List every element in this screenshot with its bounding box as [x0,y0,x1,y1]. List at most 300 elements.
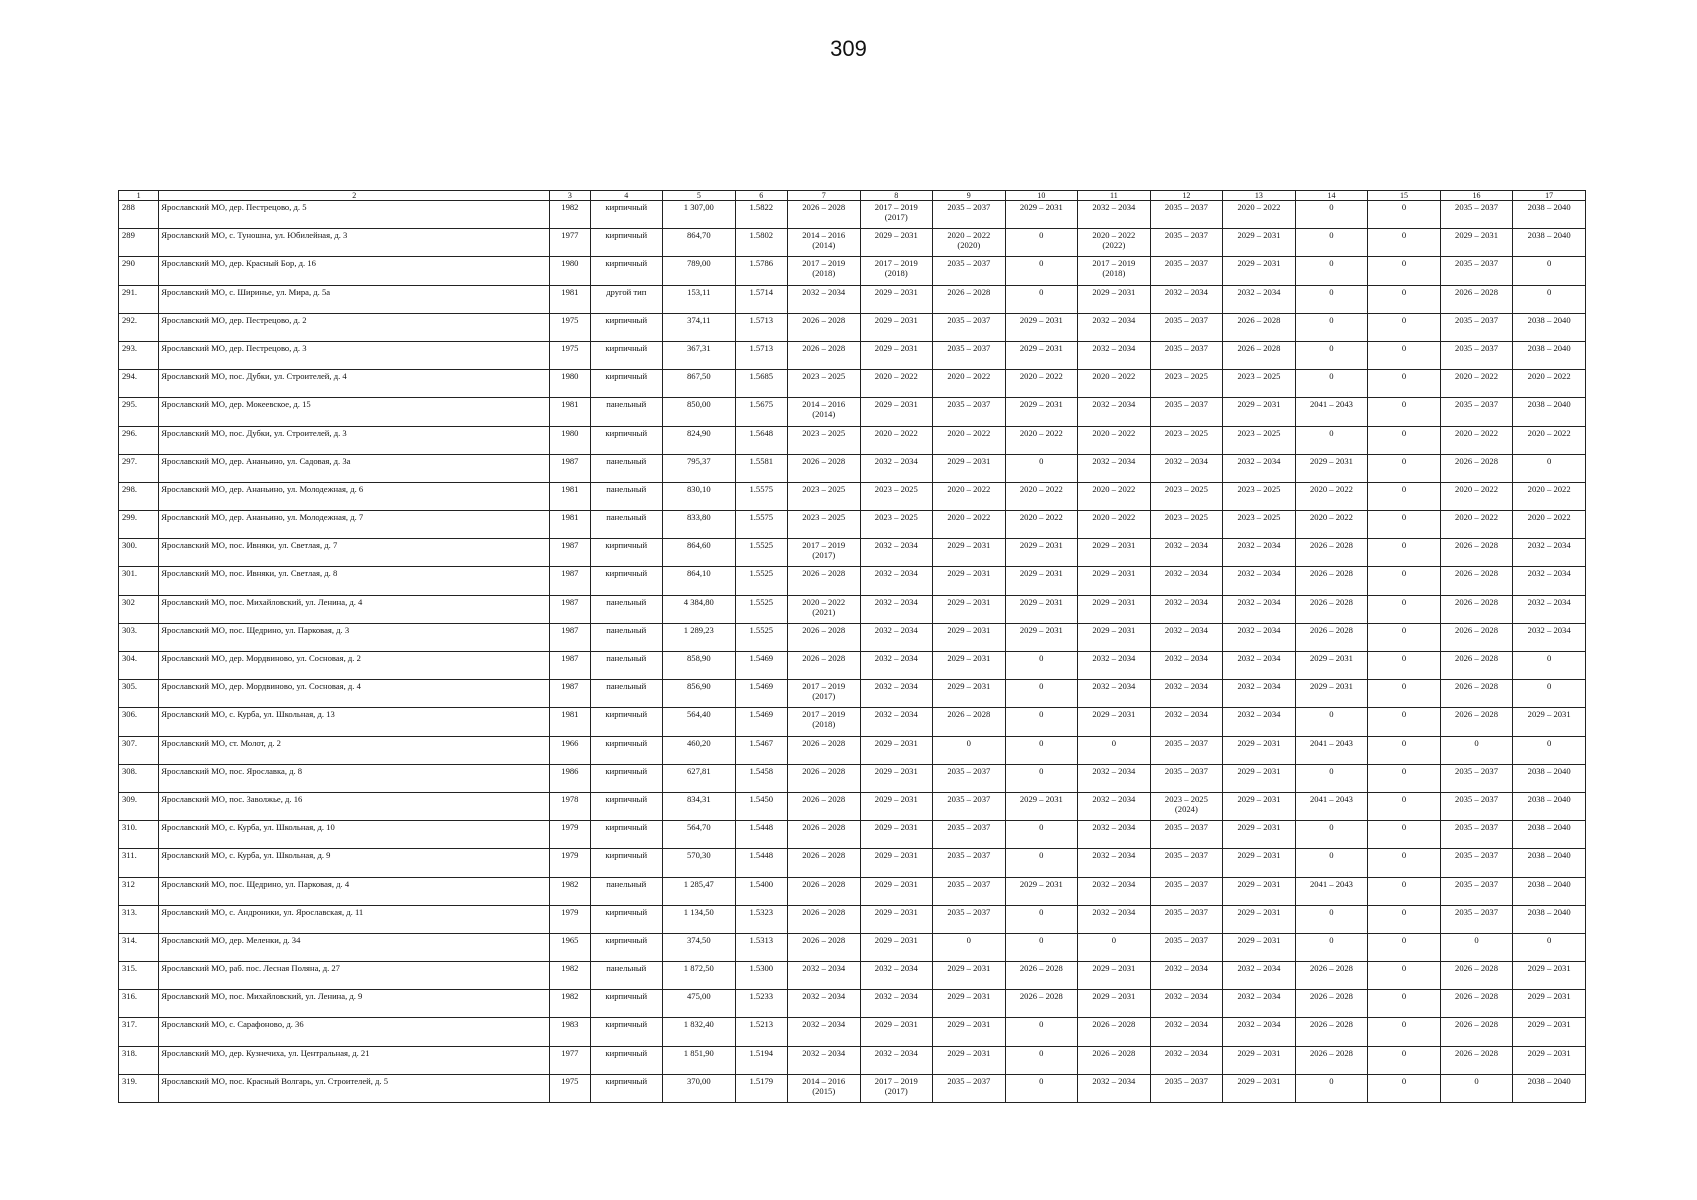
cell-period-8: 2029 – 2031 [860,905,933,933]
cell-priority-index: 1.5648 [735,426,787,454]
cell-period-11: 2029 – 2031 [1078,539,1151,567]
cell-period-9: 2029 – 2031 [933,962,1006,990]
cell-period-7: 2026 – 2028 [787,652,860,680]
cell-period-17: 0 [1513,933,1586,961]
cell-period-12: 2032 – 2034 [1150,454,1223,482]
cell-period-10: 2029 – 2031 [1005,877,1078,905]
column-header-9: 9 [933,191,1006,201]
cell-period-9: 2029 – 2031 [933,1018,1006,1046]
cell-period-9: 2035 – 2037 [933,877,1006,905]
cell-period-15: 0 [1368,539,1441,567]
cell-year-built: 1981 [550,398,590,426]
cell-period-7: 2014 – 2016 (2014) [787,229,860,257]
cell-year-built: 1982 [550,201,590,229]
cell-area: 564,40 [663,708,736,736]
cell-period-10: 2026 – 2028 [1005,962,1078,990]
cell-period-14: 2041 – 2043 [1295,736,1368,764]
cell-year-built: 1981 [550,285,590,313]
cell-area: 789,00 [663,257,736,285]
cell-year-built: 1982 [550,990,590,1018]
cell-period-10: 0 [1005,1074,1078,1102]
cell-row-number: 314. [119,933,159,961]
cell-period-16: 2035 – 2037 [1440,201,1513,229]
cell-period-17: 2038 – 2040 [1513,905,1586,933]
cell-period-14: 0 [1295,201,1368,229]
table-row [119,229,1586,257]
cell-priority-index: 1.5802 [735,229,787,257]
cell-area: 1 134,50 [663,905,736,933]
cell-row-number: 315. [119,962,159,990]
cell-area: 867,50 [663,370,736,398]
cell-period-16: 2026 – 2028 [1440,567,1513,595]
cell-period-8: 2032 – 2034 [860,454,933,482]
cell-year-built: 1983 [550,1018,590,1046]
cell-period-12: 2035 – 2037 [1150,877,1223,905]
cell-period-10: 2029 – 2031 [1005,398,1078,426]
cell-year-built: 1981 [550,482,590,510]
cell-wall-material: кирпичный [590,764,663,792]
cell-period-8: 2023 – 2025 [860,511,933,539]
cell-row-number: 292. [119,313,159,341]
cell-wall-material: кирпичный [590,736,663,764]
cell-period-13: 2029 – 2031 [1223,821,1296,849]
cell-period-10: 2029 – 2031 [1005,341,1078,369]
cell-period-8: 2032 – 2034 [860,708,933,736]
column-header-4: 4 [590,191,663,201]
cell-period-9: 0 [933,933,1006,961]
column-header-12: 12 [1150,191,1223,201]
cell-period-7: 2017 – 2019 (2018) [787,708,860,736]
cell-wall-material: кирпичный [590,1074,663,1102]
cell-period-9: 2029 – 2031 [933,454,1006,482]
cell-period-15: 0 [1368,764,1441,792]
cell-period-15: 0 [1368,313,1441,341]
cell-period-13: 2032 – 2034 [1223,539,1296,567]
cell-period-12: 2035 – 2037 [1150,341,1223,369]
cell-period-13: 2029 – 2031 [1223,398,1296,426]
cell-period-14: 2026 – 2028 [1295,567,1368,595]
cell-period-7: 2026 – 2028 [787,764,860,792]
header-row [119,191,1586,201]
cell-wall-material: панельный [590,962,663,990]
column-header-7: 7 [787,191,860,201]
cell-period-7: 2026 – 2028 [787,454,860,482]
cell-period-11: 2026 – 2028 [1078,1018,1151,1046]
cell-period-7: 2032 – 2034 [787,990,860,1018]
cell-period-7: 2023 – 2025 [787,511,860,539]
cell-period-12: 2032 – 2034 [1150,652,1223,680]
cell-period-7: 2032 – 2034 [787,962,860,990]
cell-wall-material: кирпичный [590,792,663,820]
cell-priority-index: 1.5448 [735,821,787,849]
cell-period-9: 2029 – 2031 [933,680,1006,708]
cell-period-17: 2038 – 2040 [1513,398,1586,426]
cell-area: 627,81 [663,764,736,792]
cell-period-15: 0 [1368,877,1441,905]
cell-period-15: 0 [1368,201,1441,229]
table-row [119,1018,1586,1046]
cell-area: 1 289,23 [663,623,736,651]
cell-area: 864,60 [663,539,736,567]
cell-period-13: 2029 – 2031 [1223,905,1296,933]
column-header-5: 5 [663,191,736,201]
cell-period-14: 2026 – 2028 [1295,1046,1368,1074]
cell-period-16: 2026 – 2028 [1440,623,1513,651]
cell-period-12: 2023 – 2025 [1150,482,1223,510]
cell-period-10: 0 [1005,257,1078,285]
cell-period-11: 2032 – 2034 [1078,905,1151,933]
cell-period-17: 2032 – 2034 [1513,539,1586,567]
cell-year-built: 1987 [550,623,590,651]
cell-row-number: 310. [119,821,159,849]
cell-period-11: 0 [1078,933,1151,961]
cell-priority-index: 1.5822 [735,201,787,229]
cell-area: 4 384,80 [663,595,736,623]
cell-row-number: 304. [119,652,159,680]
cell-period-9: 2026 – 2028 [933,708,1006,736]
table-row [119,285,1586,313]
cell-period-15: 0 [1368,1046,1441,1074]
cell-year-built: 1982 [550,877,590,905]
cell-year-built: 1975 [550,341,590,369]
cell-period-7: 2032 – 2034 [787,1018,860,1046]
cell-period-10: 0 [1005,736,1078,764]
cell-period-8: 2029 – 2031 [860,1018,933,1046]
cell-period-10: 0 [1005,1046,1078,1074]
cell-period-14: 0 [1295,1074,1368,1102]
cell-wall-material: кирпичный [590,370,663,398]
cell-row-number: 296. [119,426,159,454]
cell-priority-index: 1.5525 [735,539,787,567]
cell-period-10: 0 [1005,285,1078,313]
cell-period-14: 0 [1295,849,1368,877]
cell-address: Ярославский МО, пос. Дубки, ул. Строителей, д. 3 [159,426,550,454]
cell-period-9: 2035 – 2037 [933,821,1006,849]
cell-address: Ярославский МО, дер. Мордвиново, ул. Сосновая, д. 4 [159,680,550,708]
cell-period-9: 2035 – 2037 [933,313,1006,341]
table-row [119,877,1586,905]
cell-period-11: 2029 – 2031 [1078,285,1151,313]
cell-wall-material: панельный [590,623,663,651]
column-header-15: 15 [1368,191,1441,201]
cell-period-7: 2026 – 2028 [787,201,860,229]
cell-period-9: 2020 – 2022 [933,426,1006,454]
cell-period-16: 2026 – 2028 [1440,1046,1513,1074]
cell-period-10: 2029 – 2031 [1005,313,1078,341]
cell-row-number: 317. [119,1018,159,1046]
cell-year-built: 1980 [550,370,590,398]
cell-wall-material: кирпичный [590,1046,663,1074]
cell-row-number: 289 [119,229,159,257]
cell-period-11: 2032 – 2034 [1078,341,1151,369]
cell-period-14: 2041 – 2043 [1295,792,1368,820]
cell-period-15: 0 [1368,257,1441,285]
cell-period-12: 2032 – 2034 [1150,1046,1223,1074]
column-header-8: 8 [860,191,933,201]
cell-period-8: 2029 – 2031 [860,764,933,792]
cell-priority-index: 1.5675 [735,398,787,426]
cell-period-13: 2023 – 2025 [1223,426,1296,454]
cell-period-12: 2032 – 2034 [1150,567,1223,595]
cell-row-number: 312 [119,877,159,905]
cell-priority-index: 1.5233 [735,990,787,1018]
cell-period-9: 2029 – 2031 [933,539,1006,567]
cell-row-number: 288 [119,201,159,229]
table-row [119,482,1586,510]
cell-address: Ярославский МО, с. Курба, ул. Школьная, д. 13 [159,708,550,736]
column-header-6: 6 [735,191,787,201]
table-row [119,849,1586,877]
cell-period-13: 2029 – 2031 [1223,257,1296,285]
cell-period-16: 2035 – 2037 [1440,257,1513,285]
cell-area: 834,31 [663,792,736,820]
cell-wall-material: панельный [590,595,663,623]
cell-period-11: 2032 – 2034 [1078,849,1151,877]
cell-period-13: 2032 – 2034 [1223,623,1296,651]
cell-period-10: 2029 – 2031 [1005,567,1078,595]
cell-period-7: 2023 – 2025 [787,426,860,454]
cell-period-9: 2020 – 2022 [933,370,1006,398]
cell-period-9: 2029 – 2031 [933,595,1006,623]
cell-period-8: 2032 – 2034 [860,539,933,567]
table-row [119,933,1586,961]
cell-period-17: 0 [1513,652,1586,680]
cell-period-14: 2026 – 2028 [1295,990,1368,1018]
cell-period-13: 2029 – 2031 [1223,877,1296,905]
cell-wall-material: кирпичный [590,1018,663,1046]
cell-period-17: 0 [1513,680,1586,708]
cell-period-8: 2029 – 2031 [860,313,933,341]
cell-row-number: 302 [119,595,159,623]
cell-period-17: 2038 – 2040 [1513,313,1586,341]
cell-period-15: 0 [1368,285,1441,313]
cell-period-17: 2032 – 2034 [1513,567,1586,595]
cell-row-number: 306. [119,708,159,736]
cell-year-built: 1975 [550,313,590,341]
cell-period-10: 0 [1005,849,1078,877]
cell-period-9: 0 [933,736,1006,764]
cell-period-11: 2029 – 2031 [1078,708,1151,736]
table-row [119,990,1586,1018]
table-body [119,201,1586,1103]
cell-period-9: 2035 – 2037 [933,792,1006,820]
cell-priority-index: 1.5525 [735,567,787,595]
cell-address: Ярославский МО, с. Ширинье, ул. Мира, д. 5а [159,285,550,313]
cell-period-10: 2020 – 2022 [1005,511,1078,539]
cell-period-10: 2029 – 2031 [1005,792,1078,820]
cell-period-7: 2026 – 2028 [787,736,860,764]
cell-wall-material: кирпичный [590,905,663,933]
cell-period-14: 0 [1295,905,1368,933]
cell-period-17: 2029 – 2031 [1513,962,1586,990]
cell-period-13: 2029 – 2031 [1223,849,1296,877]
cell-row-number: 303. [119,623,159,651]
cell-address: Ярославский МО, дер. Красный Бор, д. 16 [159,257,550,285]
cell-period-12: 2032 – 2034 [1150,623,1223,651]
cell-area: 864,10 [663,567,736,595]
cell-period-8: 2029 – 2031 [860,792,933,820]
cell-period-12: 2035 – 2037 [1150,736,1223,764]
cell-period-11: 2017 – 2019 (2018) [1078,257,1151,285]
cell-row-number: 319. [119,1074,159,1102]
table-row [119,764,1586,792]
cell-area: 1 851,90 [663,1046,736,1074]
cell-address: Ярославский МО, дер. Мокеевское, д. 15 [159,398,550,426]
cell-period-10: 2029 – 2031 [1005,595,1078,623]
cell-period-15: 0 [1368,595,1441,623]
cell-period-7: 2026 – 2028 [787,792,860,820]
cell-period-8: 2029 – 2031 [860,933,933,961]
cell-year-built: 1979 [550,905,590,933]
cell-year-built: 1980 [550,426,590,454]
cell-address: Ярославский МО, дер. Пестрецово, д. 3 [159,341,550,369]
cell-address: Ярославский МО, пос. Ивняки, ул. Светлая, д. 8 [159,567,550,595]
cell-year-built: 1987 [550,539,590,567]
cell-address: Ярославский МО, дер. Меленки, д. 34 [159,933,550,961]
cell-period-17: 2020 – 2022 [1513,482,1586,510]
cell-period-9: 2035 – 2037 [933,398,1006,426]
cell-period-11: 2032 – 2034 [1078,1074,1151,1102]
capital-repair-table [118,190,1586,1103]
cell-row-number: 291. [119,285,159,313]
cell-period-7: 2023 – 2025 [787,482,860,510]
cell-period-17: 2038 – 2040 [1513,1074,1586,1102]
cell-year-built: 1987 [550,652,590,680]
table-row [119,341,1586,369]
cell-period-9: 2029 – 2031 [933,990,1006,1018]
cell-area: 1 872,50 [663,962,736,990]
cell-period-8: 2032 – 2034 [860,623,933,651]
cell-period-16: 2026 – 2028 [1440,285,1513,313]
cell-period-15: 0 [1368,708,1441,736]
cell-period-8: 2020 – 2022 [860,426,933,454]
cell-area: 370,00 [663,1074,736,1102]
cell-period-17: 2038 – 2040 [1513,849,1586,877]
cell-address: Ярославский МО, дер. Кузнечиха, ул. Центральная, д. 21 [159,1046,550,1074]
cell-period-14: 0 [1295,257,1368,285]
cell-period-16: 0 [1440,933,1513,961]
cell-row-number: 299. [119,511,159,539]
cell-period-10: 0 [1005,680,1078,708]
table-row [119,821,1586,849]
cell-period-10: 0 [1005,1018,1078,1046]
cell-period-14: 0 [1295,708,1368,736]
cell-priority-index: 1.5179 [735,1074,787,1102]
cell-address: Ярославский МО, с. Андроники, ул. Ярославская, д. 11 [159,905,550,933]
cell-area: 1 307,00 [663,201,736,229]
cell-area: 1 832,40 [663,1018,736,1046]
cell-period-8: 2029 – 2031 [860,398,933,426]
cell-period-17: 2029 – 2031 [1513,708,1586,736]
cell-period-10: 2020 – 2022 [1005,370,1078,398]
cell-period-13: 2029 – 2031 [1223,736,1296,764]
cell-period-9: 2035 – 2037 [933,257,1006,285]
cell-period-7: 2026 – 2028 [787,567,860,595]
cell-period-15: 0 [1368,482,1441,510]
cell-period-15: 0 [1368,652,1441,680]
cell-period-8: 2029 – 2031 [860,229,933,257]
cell-period-16: 2020 – 2022 [1440,511,1513,539]
cell-period-13: 2032 – 2034 [1223,708,1296,736]
cell-address: Ярославский МО, пос. Ярославка, д. 8 [159,764,550,792]
cell-period-17: 2038 – 2040 [1513,764,1586,792]
cell-address: Ярославский МО, дер. Ананьино, ул. Молодежная, д. 7 [159,511,550,539]
cell-address: Ярославский МО, дер. Мордвиново, ул. Сосновая, д. 2 [159,652,550,680]
cell-period-11: 2020 – 2022 [1078,426,1151,454]
cell-period-8: 2017 – 2019 (2017) [860,201,933,229]
cell-period-11: 2032 – 2034 [1078,454,1151,482]
cell-period-13: 2023 – 2025 [1223,511,1296,539]
cell-period-10: 0 [1005,708,1078,736]
cell-period-17: 2038 – 2040 [1513,229,1586,257]
cell-wall-material: панельный [590,680,663,708]
cell-period-15: 0 [1368,229,1441,257]
cell-area: 460,20 [663,736,736,764]
cell-year-built: 1979 [550,821,590,849]
cell-period-14: 2029 – 2031 [1295,680,1368,708]
cell-wall-material: панельный [590,482,663,510]
cell-wall-material: кирпичный [590,313,663,341]
cell-period-12: 2035 – 2037 [1150,398,1223,426]
cell-period-7: 2017 – 2019 (2018) [787,257,860,285]
cell-period-12: 2023 – 2025 [1150,511,1223,539]
cell-area: 858,90 [663,652,736,680]
cell-address: Ярославский МО, дер. Ананьино, ул. Садовая, д. 3а [159,454,550,482]
cell-area: 856,90 [663,680,736,708]
cell-row-number: 316. [119,990,159,1018]
cell-address: Ярославский МО, с. Курба, ул. Школьная, д. 10 [159,821,550,849]
cell-period-9: 2029 – 2031 [933,652,1006,680]
cell-period-16: 2026 – 2028 [1440,1018,1513,1046]
column-header-1: 1 [119,191,159,201]
cell-period-17: 2029 – 2031 [1513,1018,1586,1046]
table-row [119,736,1586,764]
cell-year-built: 1978 [550,792,590,820]
cell-period-11: 2032 – 2034 [1078,652,1151,680]
cell-period-8: 2017 – 2019 (2018) [860,257,933,285]
cell-row-number: 294. [119,370,159,398]
cell-row-number: 300. [119,539,159,567]
cell-period-9: 2035 – 2037 [933,849,1006,877]
cell-priority-index: 1.5786 [735,257,787,285]
cell-period-7: 2017 – 2019 (2017) [787,680,860,708]
cell-priority-index: 1.5450 [735,792,787,820]
cell-period-9: 2035 – 2037 [933,201,1006,229]
cell-address: Ярославский МО, ст. Молот, д. 2 [159,736,550,764]
cell-period-11: 2032 – 2034 [1078,201,1151,229]
cell-period-11: 2020 – 2022 (2022) [1078,229,1151,257]
cell-wall-material: панельный [590,454,663,482]
cell-area: 864,70 [663,229,736,257]
table-row [119,1046,1586,1074]
cell-period-10: 2020 – 2022 [1005,482,1078,510]
cell-period-8: 2017 – 2019 (2017) [860,1074,933,1102]
cell-row-number: 305. [119,680,159,708]
cell-period-12: 2035 – 2037 [1150,229,1223,257]
cell-period-10: 0 [1005,652,1078,680]
cell-period-14: 0 [1295,821,1368,849]
cell-period-16: 0 [1440,736,1513,764]
cell-priority-index: 1.5575 [735,511,787,539]
column-header-13: 13 [1223,191,1296,201]
cell-period-13: 2029 – 2031 [1223,1074,1296,1102]
cell-period-8: 2032 – 2034 [860,680,933,708]
cell-period-12: 2032 – 2034 [1150,595,1223,623]
cell-period-10: 0 [1005,764,1078,792]
cell-period-15: 0 [1368,341,1441,369]
cell-period-11: 2032 – 2034 [1078,821,1151,849]
cell-period-13: 2032 – 2034 [1223,285,1296,313]
